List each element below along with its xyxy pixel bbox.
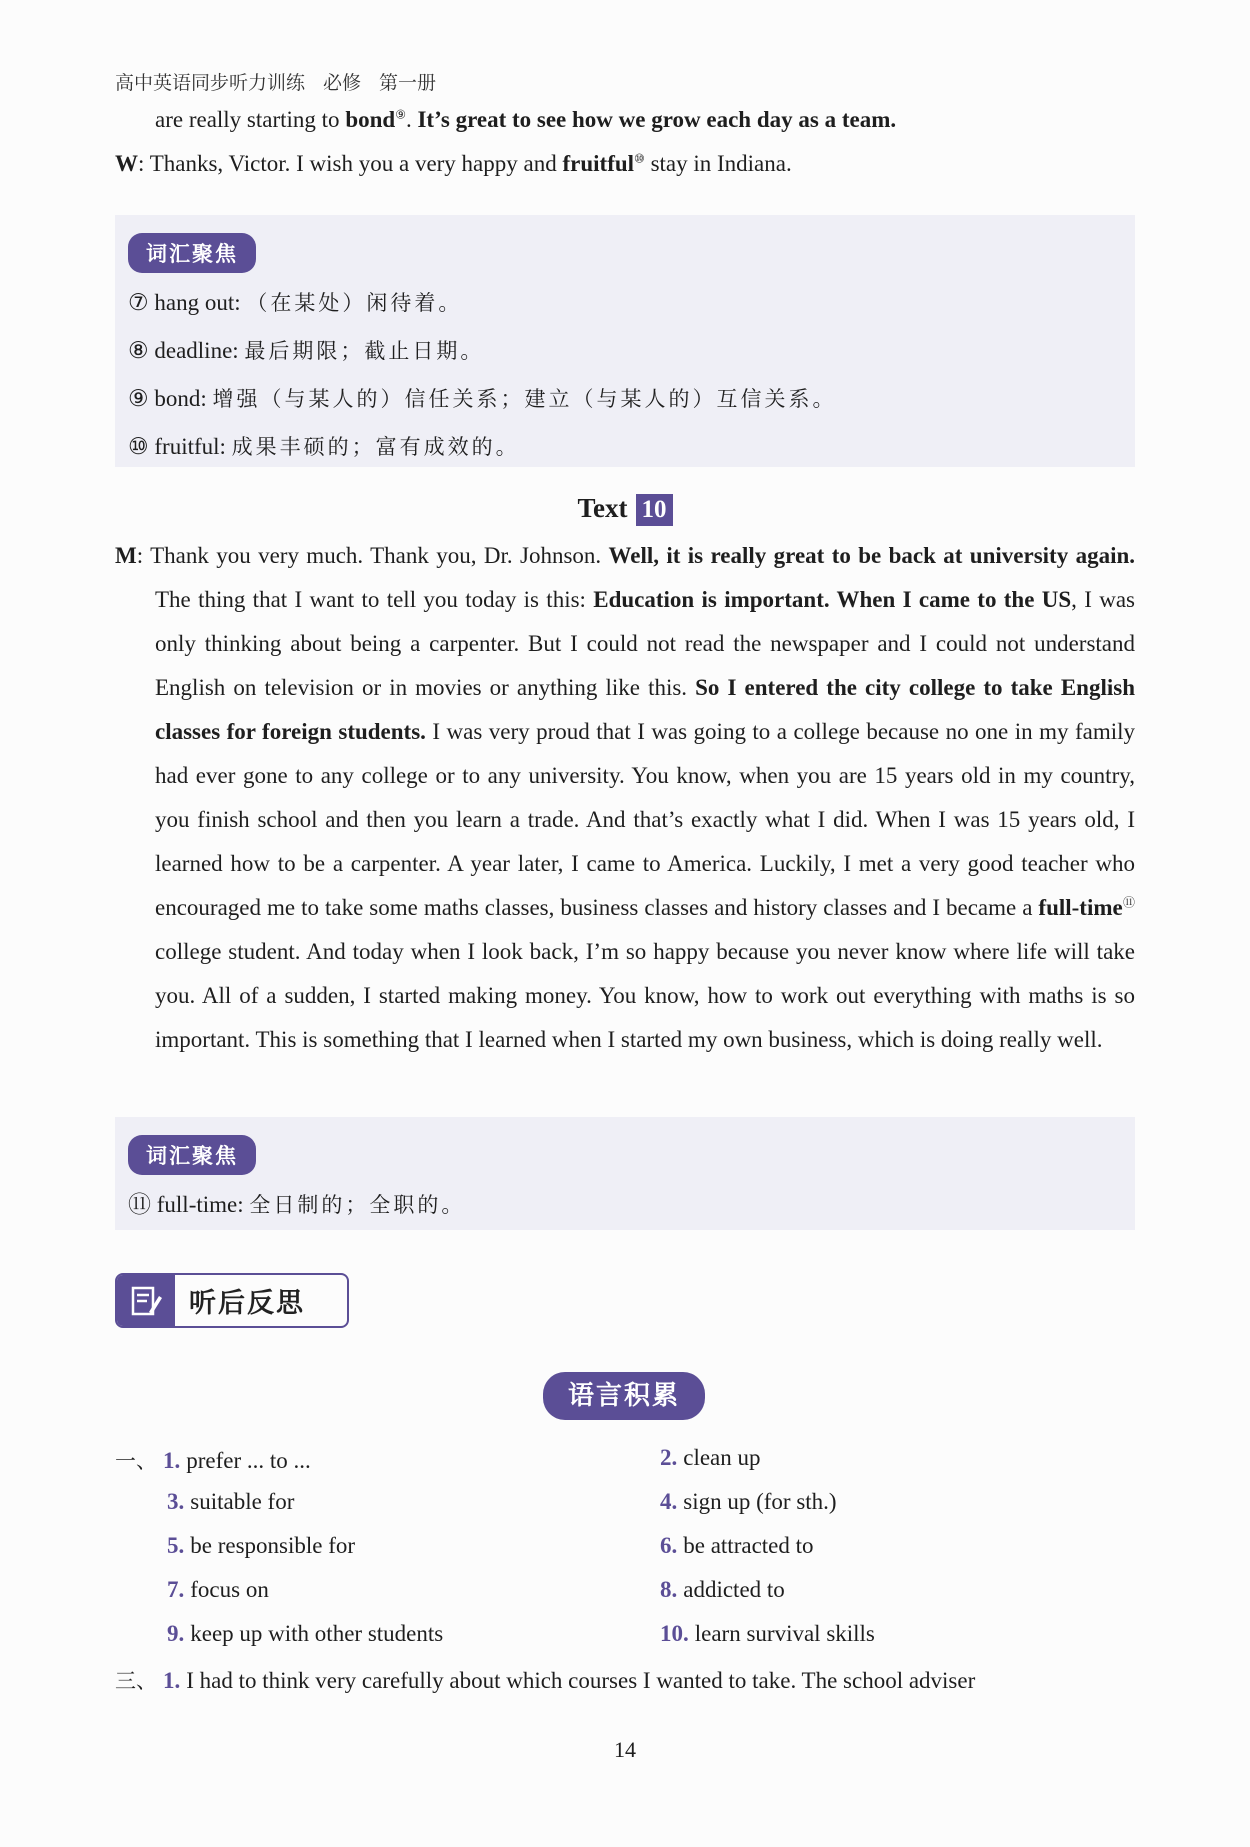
answer-6	[660, 1533, 814, 1559]
vocab-item	[128, 1181, 1122, 1229]
vocab-term: ⑨ bond:	[128, 386, 207, 411]
answer-number: 1.	[163, 1448, 181, 1473]
answer-text: prefer ... to ...	[186, 1448, 311, 1473]
vocab-term: ⑦ hang out:	[128, 290, 241, 315]
answer-8	[660, 1577, 785, 1603]
text-run: , I was only thinking about being a carpenter. But I could not read the newspaper and I could not understand English on television or in movies or anything like this.	[155, 587, 1135, 700]
text-run: I was very proud that I was going to a college because no one in my family had ever gone to any college or to any university. You know, when you are 15 years old in my country, you finish school and then you learn a trade. And that’s exactly what I did. When I was 15 years old, I learned how to be a carpenter. A year later, I came to America. Luckily, I met a very good teacher who encouraged me to take some maths classes, business classes and history classes and I became a	[155, 719, 1135, 920]
answer-1	[115, 1445, 311, 1475]
vocab-item	[128, 279, 1122, 327]
answer-number: 4.	[660, 1489, 678, 1514]
dialogue-top	[115, 98, 1135, 186]
section-marker: 一、	[115, 1449, 157, 1473]
answer-number: 2.	[660, 1445, 678, 1470]
answer-number: 9.	[167, 1621, 185, 1646]
volume-label: 必修	[323, 72, 362, 94]
part-label: 第一册	[379, 72, 437, 94]
text-run: : Thanks, Victor. I wish you a very happy and	[138, 151, 563, 176]
text-10-heading	[0, 493, 1250, 526]
language-accumulation-heading: 语言积累	[543, 1372, 705, 1420]
text-run: .	[405, 107, 418, 132]
pencil-note-icon	[117, 1275, 175, 1326]
passage-text-10	[115, 534, 1135, 1062]
key-sentence: Education is important. When I came to the US	[593, 587, 1072, 612]
vocab-focus-tag: 词汇聚焦	[128, 1135, 256, 1175]
vocab-focus-box-1	[115, 215, 1135, 467]
vocab-definition: 最后期限；截止日期。	[244, 339, 485, 363]
vocab-focus-tag: 词汇聚焦	[128, 233, 256, 273]
text-run: : Thank you very much. Thank you, Dr. Johnson.	[136, 543, 609, 568]
vocab-definition: 增强（与某人的）信任关系；建立（与某人的）互信关系。	[212, 387, 837, 411]
answer-text: addicted to	[683, 1577, 785, 1602]
vocab-word-bond: bond	[345, 107, 396, 132]
answer-7	[167, 1577, 269, 1603]
text-heading-label: Text	[577, 493, 628, 523]
answer-10	[660, 1621, 875, 1647]
answer-text: sign up (for sth.)	[683, 1489, 837, 1514]
dialogue-line-1	[115, 98, 1135, 142]
key-sentence: So I entered the city college to take English classes for foreign students.	[155, 675, 1135, 744]
answer-text: clean up	[683, 1445, 761, 1470]
vocab-term: ⑧ deadline:	[128, 338, 239, 363]
answer-9	[167, 1621, 443, 1647]
answer-number: 8.	[660, 1577, 678, 1602]
monologue	[115, 534, 1135, 1062]
answer-4	[660, 1489, 837, 1515]
footnote-marker: ⑨	[395, 107, 406, 122]
answer-text: focus on	[190, 1577, 269, 1602]
vocab-item	[128, 327, 1122, 375]
text-run: stay in Indiana.	[644, 151, 792, 176]
vocab-definition: 成果丰硕的；富有成效的。	[231, 435, 520, 459]
answer-5	[167, 1533, 355, 1559]
vocab-word-full-time: full-time	[1038, 895, 1123, 920]
vocab-term: ⑪ full-time:	[128, 1192, 244, 1217]
text-run: The thing that I want to tell you today is this:	[155, 587, 594, 612]
answer-number: 3.	[167, 1489, 185, 1514]
vocab-term: ⑩ fruitful:	[128, 434, 226, 459]
post-listening-reflection-header	[115, 1273, 349, 1328]
answer-number: 10.	[660, 1621, 689, 1646]
book-title: 高中英语同步听力训练	[115, 72, 306, 94]
running-header	[115, 68, 454, 95]
vocab-word-fruitful: fruitful	[562, 151, 635, 176]
text-run: are really starting to	[155, 107, 346, 132]
reflection-title: 听后反思	[189, 1288, 305, 1319]
vocab-focus-box-2	[115, 1117, 1135, 1230]
section-marker: 三、	[115, 1669, 157, 1693]
answer-number: 6.	[660, 1533, 678, 1558]
answer-2	[660, 1445, 761, 1471]
answer-3	[167, 1489, 294, 1515]
answer-text: I had to think very carefully about which courses I wanted to take. The school adviser	[186, 1668, 976, 1693]
vocab-item	[128, 375, 1122, 423]
speaker-label: W	[115, 151, 138, 176]
dialogue-line-2	[115, 142, 1135, 186]
key-sentence: It’s great to see how we grow each day as a team.	[417, 107, 897, 132]
vocab-definition: （在某处）闲待着。	[246, 291, 463, 315]
answer-text: learn survival skills	[694, 1621, 875, 1646]
answer-number: 7.	[167, 1577, 185, 1602]
footnote-marker: ⑪	[1122, 895, 1135, 910]
page-number: 14	[614, 1737, 636, 1762]
answer-number: 5.	[167, 1533, 185, 1558]
speaker-label: M	[115, 543, 137, 568]
key-sentence: Well, it is really great to be back at university again.	[608, 543, 1135, 568]
answer-text: keep up with other students	[190, 1621, 444, 1646]
answer-number: 1.	[163, 1668, 181, 1693]
text-run: college student. And today when I look back, I’m so happy because you never know where life will take you. All of a sudden, I started making money. You know, how to work out everything with maths is so important. This is something that I learned when I started my own business, which is doing really well.	[155, 939, 1135, 1052]
answer-text: suitable for	[190, 1489, 295, 1514]
vocab-definition: 全日制的；全职的。	[249, 1193, 466, 1217]
section-3-answer-1	[115, 1665, 1135, 1695]
vocab-item	[128, 423, 1122, 471]
answer-text: be attracted to	[683, 1533, 814, 1558]
footnote-marker: ⑩	[634, 151, 645, 166]
text-number-badge: 10	[636, 494, 673, 526]
answer-text: be responsible for	[190, 1533, 356, 1558]
